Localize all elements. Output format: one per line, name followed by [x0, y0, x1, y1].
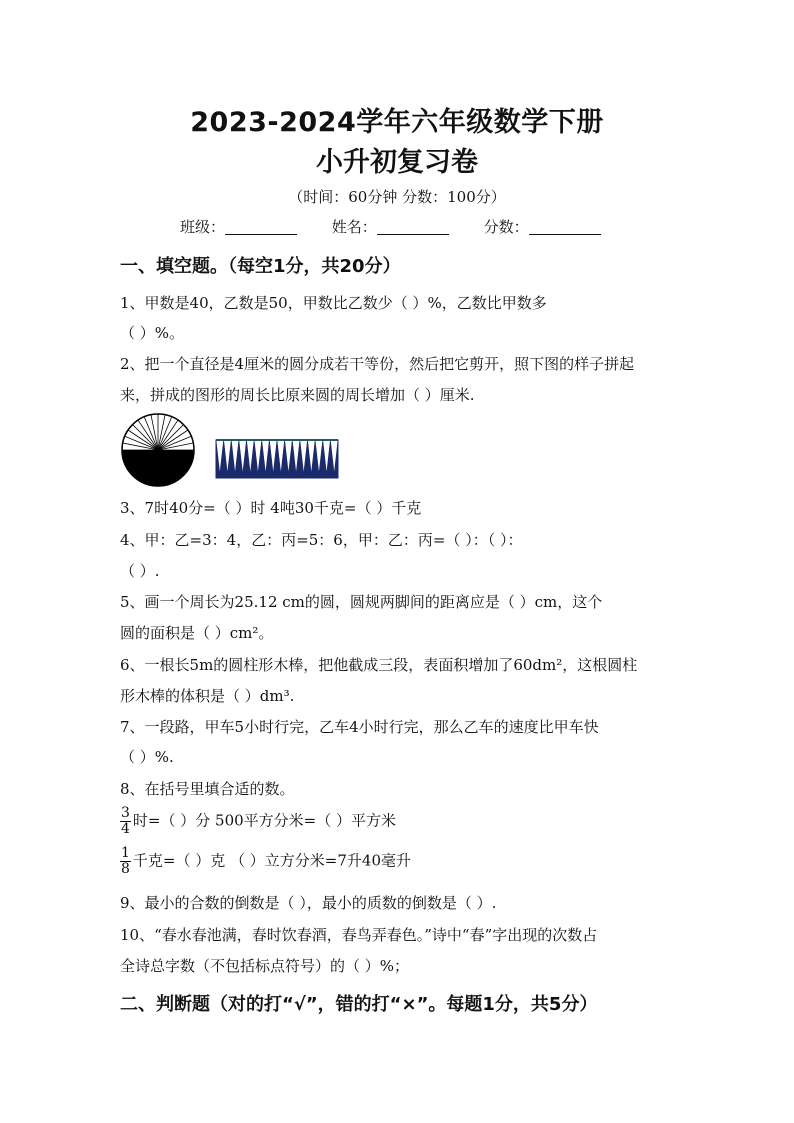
page-title: 2023-2024学年六年级数学下册: [190, 107, 604, 138]
q2-line1: 2、把一个直径是4厘米的圆分成若干等份，然后把它剪开，照下图的样子拼起: [120, 355, 635, 373]
q4-line1: 4、甲：乙=3：4，乙：丙=5：6，甲：乙：丙=（ ）：（ ）：: [120, 531, 523, 549]
score-field[interactable]: [529, 220, 601, 235]
q2-line2: 来，拼成的图形的周长比原来圆的周长增加（ ）厘米.: [120, 386, 475, 404]
q8a-line: $\frac{3}{4}$ 时=（ ）分 500平方分米=（ ）平方米: [121, 805, 396, 837]
q5-line2: 圆的面积是（ ）cm²。: [120, 624, 274, 642]
circle-rearrange-diagram: [120, 412, 350, 488]
page-subtitle: 小升初复习卷: [316, 147, 478, 178]
q6-line1: 6、一根长5m的圆柱形木棒，把他截成三段，表面积增加了60dm²，这根圆柱: [120, 656, 638, 674]
class-label: 班级：: [180, 218, 226, 236]
fraction-1-8: $\frac{1}{8}$: [121, 845, 130, 877]
class-field[interactable]: [225, 220, 297, 235]
q3-line: 3、7时40分=（ ）时 4吨30千克=（ ）千克: [120, 499, 422, 517]
q1-line2: （ ）%。: [120, 324, 185, 342]
name-label: 姓名：: [331, 218, 377, 236]
score-label: 分数：: [483, 218, 529, 236]
q10-line1: 10、“春水春池满，春时饮春酒，春鸟弄春色。”诗中“春”字出现的次数占: [120, 926, 598, 944]
exam-time-score: （时间：60分钟 分数：100分）: [288, 188, 506, 206]
q5-line1: 5、画一个周长为25.12 cm的圆，圆规两脚间的距离应是（ ）cm，这个: [120, 593, 603, 611]
q8-line: 8、在括号里填合适的数。: [120, 780, 295, 798]
fraction-3-4: $\frac{3}{4}$: [121, 805, 130, 837]
q9-line: 9、最小的合数的倒数是（ ），最小的质数的倒数是（ ）.: [120, 894, 497, 912]
q10-line2: 全诗总字数（不包括标点符号）的（ ）%；: [120, 957, 410, 975]
q1-line1: 1、甲数是40，乙数是50，甲数比乙数少（ ）%，乙数比甲数多: [120, 294, 547, 312]
q7-line2: （ ）%.: [120, 748, 174, 766]
section-2-heading: 二、判断题（对的打“√”，错的打“×”。每题1分，共5分）: [120, 994, 598, 1015]
q4-line2: （ ）.: [120, 562, 160, 580]
q6-line2: 形木棒的体积是（ ）dm³.: [120, 687, 295, 705]
section-1-heading: 一、填空题。（每空1分，共20分）: [120, 256, 401, 277]
rearranged-strip: [216, 440, 338, 478]
q7-line1: 7、一段路，甲车5小时行完，乙车4小时行完，那么乙车的速度比甲车快: [120, 718, 599, 736]
student-info-row: [180, 216, 631, 237]
divided-circle: [122, 414, 194, 486]
q8b-line: $\frac{1}{8}$ 千克=（ ）克 （ ）立方分米=7升40毫升: [121, 845, 411, 877]
name-field[interactable]: [377, 220, 449, 235]
q2-figure: [120, 412, 350, 492]
